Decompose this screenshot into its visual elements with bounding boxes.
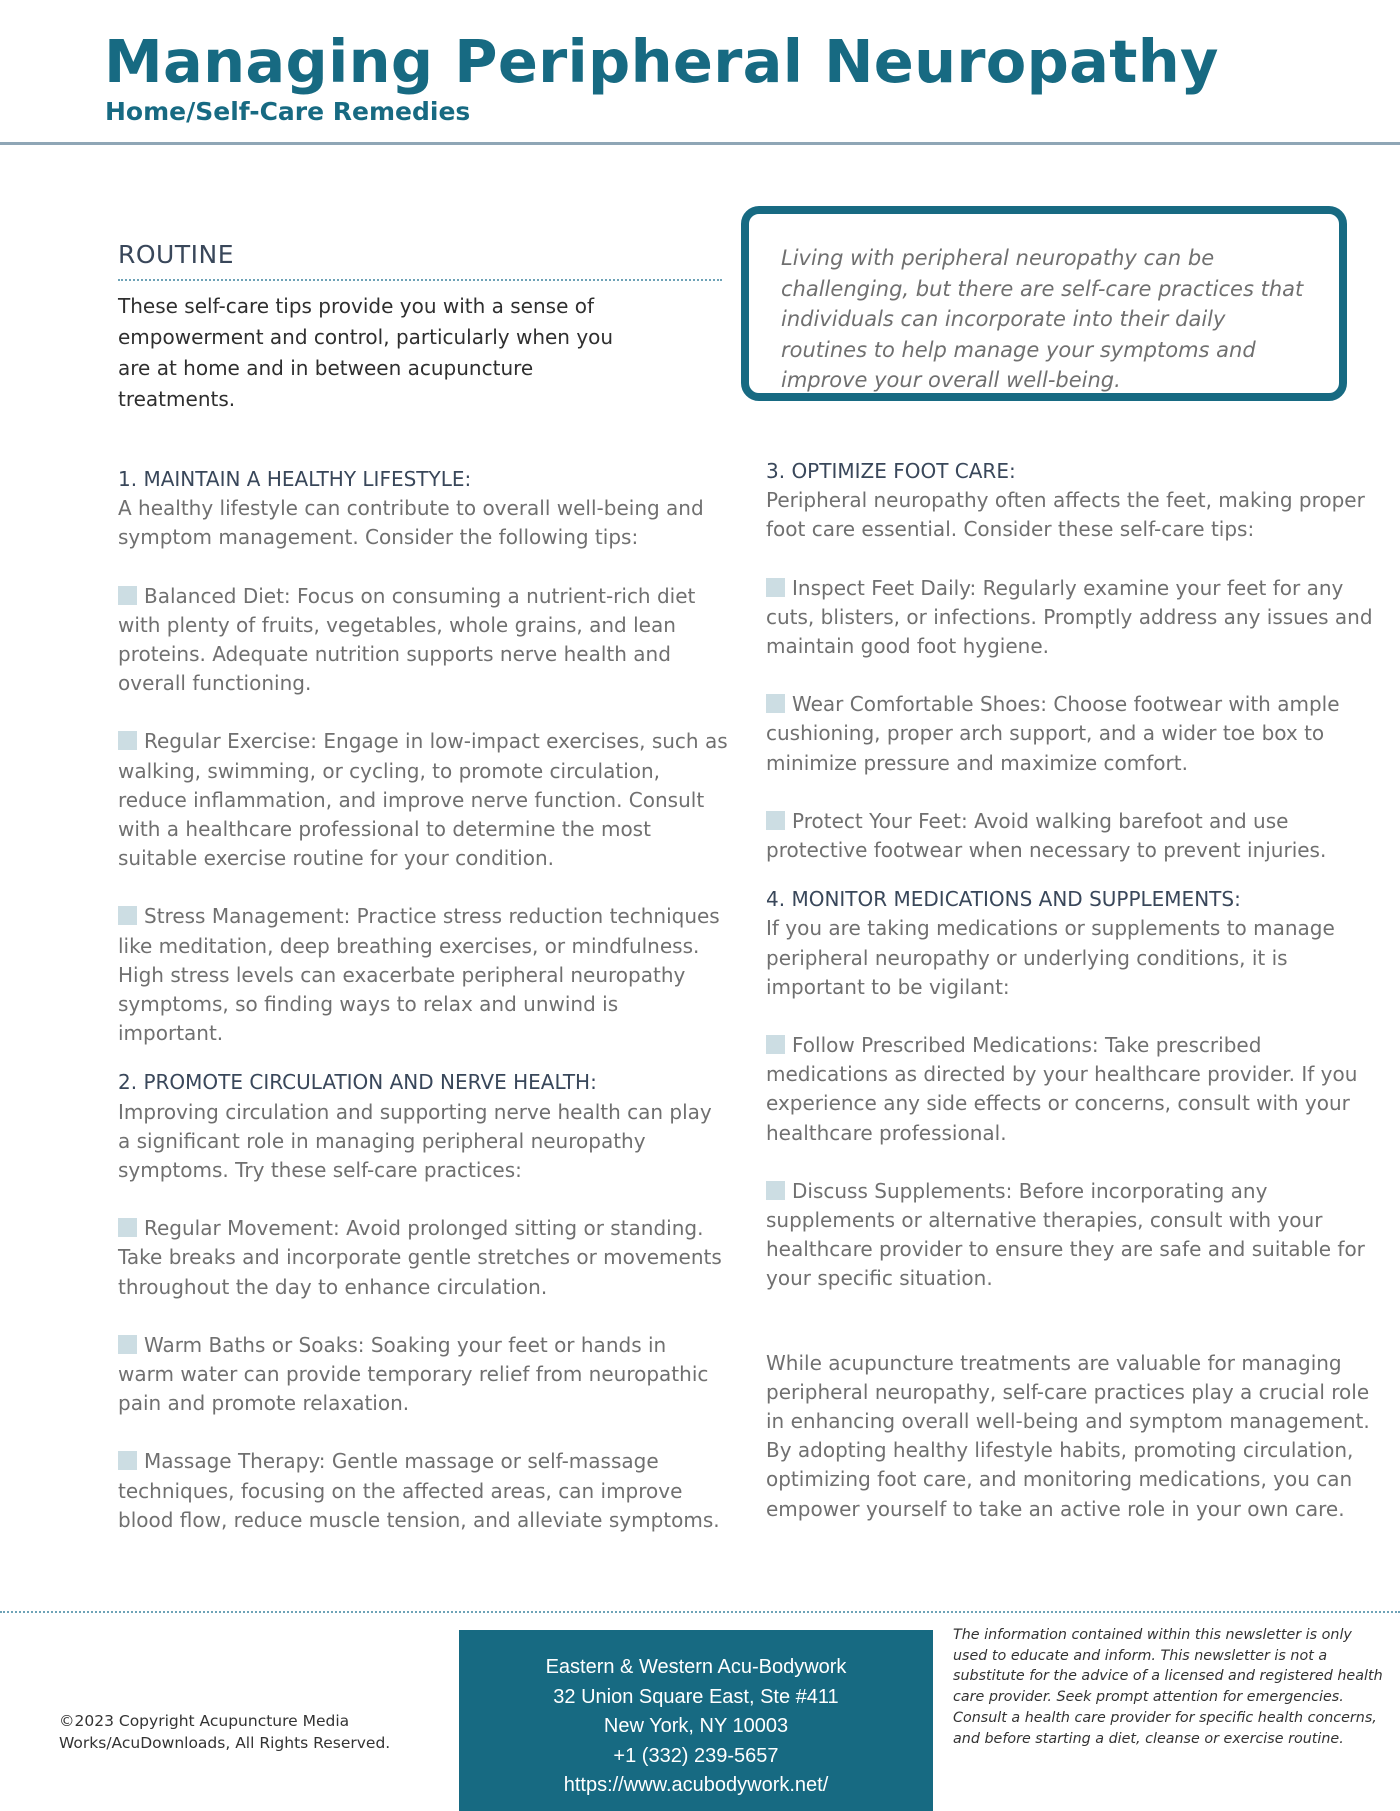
list-item: [766, 574, 1376, 662]
section-intro: Improving circulation and supporting nerve health can play a significant role in managing peripheral neuropathy symptoms. Try these self-care practices:: [118, 1099, 712, 1183]
routine-heading: ROUTINE: [118, 240, 722, 281]
section-title: 2. PROMOTE CIRCULATION AND NERVE HEALTH:: [118, 1070, 597, 1095]
list-item: [118, 902, 728, 1048]
square-bullet-icon: [766, 578, 785, 597]
section-foot-care: [766, 457, 1376, 865]
list-item: [766, 1031, 1376, 1148]
list-item-text: Massage Therapy: Gentle massage or self-massage techniques, focusing on the affected areas, can improve blood flow, reduce muscle tension, and alleviate symptoms.: [118, 1449, 720, 1532]
footer-divider: [0, 1611, 1400, 1613]
copyright-text: ©2023 Copyright Acupuncture Media Works/AcuDownloads, All Rights Reserved.: [59, 1712, 391, 1752]
right-column: [766, 457, 1376, 1524]
address-line: New York, NY 10003: [603, 1715, 789, 1737]
square-bullet-icon: [118, 1218, 137, 1237]
section-medications: [766, 885, 1376, 1293]
section-title: 1. MAINTAIN A HEALTHY LIFESTYLE:: [118, 467, 472, 491]
section-intro: If you are taking medications or supplements to manage peripheral neuropathy or underlying conditions, it is important to be vigilant:: [766, 916, 1335, 999]
page-header: [0, 0, 1400, 145]
list-item: [118, 1331, 728, 1419]
square-bullet-icon: [118, 1335, 137, 1354]
square-bullet-icon: [118, 1451, 137, 1470]
list-item-text: Follow Prescribed Medications: Take prescribed medications as directed by your healthcare provider. If you experience any side effects or concerns, consult with your healthcare professional.: [766, 1033, 1358, 1145]
square-bullet-icon: [766, 811, 785, 830]
intro-quote-box: [741, 206, 1347, 401]
list-item-text: Discuss Supplements: Before incorporating any supplements or alternative therapies, consult with your healthcare provider to ensure they are safe and suitable for your specific situation.: [766, 1178, 1365, 1291]
list-item-text: Wear Comfortable Shoes: Choose footwear with ample cushioning, proper arch support, and a wider toe box to minimize pressure and maximize comfort.: [766, 692, 1340, 775]
section-intro: Peripheral neuropathy often affects the feet, making proper foot care essential. Consider these self-care tips:: [766, 488, 1365, 542]
list-item: [766, 690, 1376, 778]
square-bullet-icon: [766, 1181, 785, 1200]
routine-text: These self-care tips provide you with a sense of empowerment and control, particularly when you are at home and in between acupuncture treatments.: [118, 294, 614, 411]
list-item-text: Balanced Diet: Focus on consuming a nutrient-rich diet with plenty of fruits, vegetables, whole grains, and lean proteins. Adequate nutrition supports nerve health and overall functioning.: [118, 583, 696, 696]
business-name: Eastern & Western Acu-Bodywork: [545, 1656, 847, 1678]
page-subtitle: Home/Self-Care Remedies: [105, 97, 471, 126]
practice-address-box: [459, 1630, 933, 1811]
list-item: [118, 727, 728, 873]
list-item-text: Regular Exercise: Engage in low-impact exercises, such as walking, swimming, or cycling, to promote circulation, reduce inflammation, and improve nerve function. Consult with a healthcare professional to determine the most suitable exercise routine for your condition.: [118, 729, 728, 871]
square-bullet-icon: [118, 906, 137, 925]
list-item: [118, 1214, 728, 1302]
phone-number[interactable]: +1 (332) 239-5657: [613, 1744, 779, 1767]
section-title: 3. OPTIMIZE FOOT CARE:: [766, 459, 1016, 483]
list-item: [118, 1447, 728, 1535]
list-item: [766, 807, 1376, 865]
list-item: [118, 582, 728, 699]
list-item-text: Inspect Feet Daily: Regularly examine your feet for any cuts, blisters, or infections. Promptly address any issues and maintain good foot hygiene.: [766, 575, 1373, 659]
square-bullet-icon: [118, 731, 137, 750]
list-item-text: Protect Your Feet: Avoid walking barefoot and use protective footwear when necessary to prevent injuries.: [766, 808, 1327, 863]
website-link[interactable]: https://www.acubodywork.net/: [563, 1774, 829, 1796]
square-bullet-icon: [118, 586, 137, 605]
left-column: [118, 465, 728, 1535]
section-circulation: [118, 1068, 728, 1535]
closing-paragraph: While acupuncture treatments are valuable for managing peripheral neuropathy, self-care practices play a crucial role in enhancing overall well-being and symptom management. By adopting healthy lifestyle habits, promoting circulation, optimizing foot care, and monitoring medications, you can empower yourself to take an active role in your own care.: [766, 1350, 1370, 1521]
list-item-text: Warm Baths or Soaks: Soaking your feet or hands in warm water can provide temporary relief from neuropathic pain and promote relaxation.: [118, 1332, 709, 1416]
intro-quote-text: Living with peripheral neuropathy can be challenging, but there are self-care practices that individuals can incorporate into their daily routines to help manage your symptoms and improve your overall well-being.: [781, 246, 1304, 392]
section-healthy-lifestyle: [118, 465, 728, 1048]
page-title: Managing Peripheral Neuropathy: [104, 27, 1219, 96]
disclaimer-text: The information contained within this newsletter is only used to educate and inform. This newsletter is not a substitute for the advice of a licensed and registered health care provider. Seek prompt attention for emergencies. Consult a health care provider for specific health concerns, and before starting a diet, cleanse or exercise routine.: [953, 1627, 1383, 1747]
square-bullet-icon: [766, 694, 785, 713]
section-title: 4. MONITOR MEDICATIONS AND SUPPLEMENTS:: [766, 887, 1241, 912]
routine-section: [118, 240, 722, 415]
list-item-text: Regular Movement: Avoid prolonged sitting or standing. Take breaks and incorporate gentle stretches or movements throughout the day to enhance circulation.: [118, 1216, 722, 1299]
section-intro: A healthy lifestyle can contribute to overall well-being and symptom management. Consider the following tips:: [118, 496, 704, 550]
list-item-text: Stress Management: Practice stress reduction techniques like meditation, deep breathing exercises, or mindfulness. High stress levels can exacerbate peripheral neuropathy symptoms, so finding ways to relax and unwind is important.: [118, 904, 720, 1046]
address-line: 32 Union Square East, Ste #411: [553, 1685, 839, 1708]
list-item: [766, 1177, 1376, 1294]
square-bullet-icon: [766, 1035, 785, 1054]
